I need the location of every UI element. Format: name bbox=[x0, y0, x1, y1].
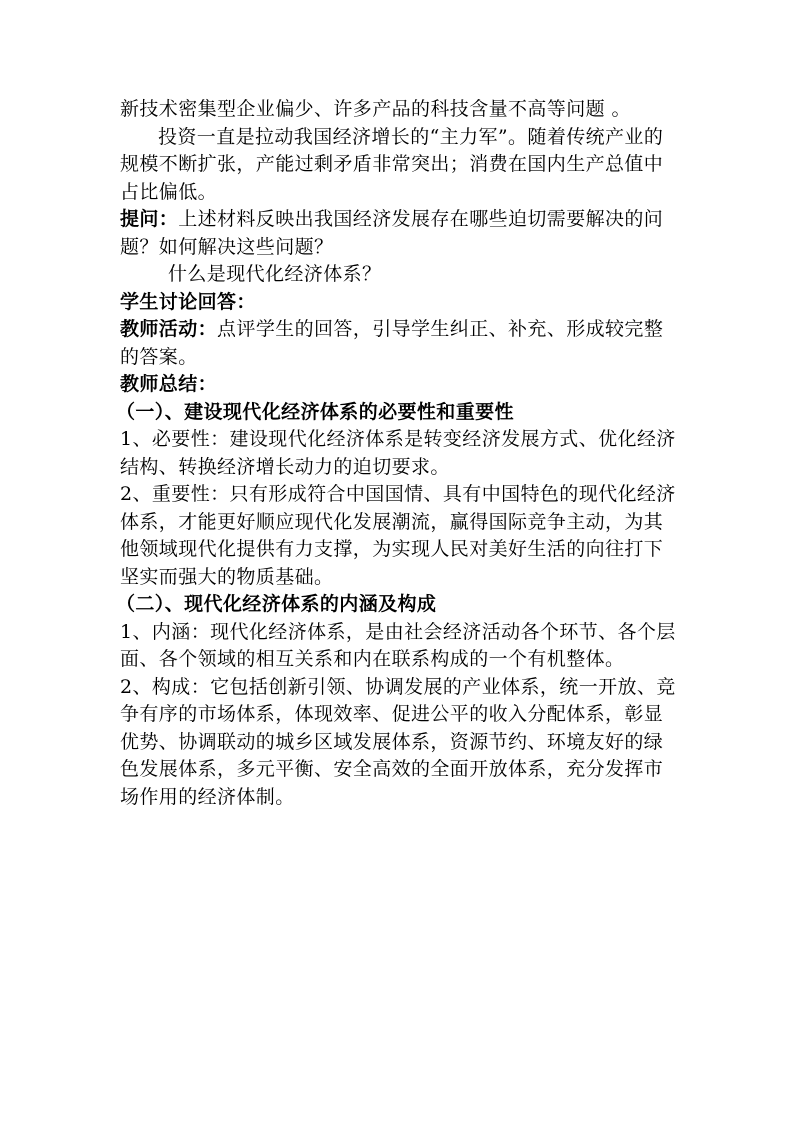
section-heading-1: （一）、建设现代化经济体系的必要性和重要性 bbox=[116, 400, 514, 423]
paragraph-tech-issue: 新技术密集型企业偏少、许多产品的科技含量不高等问题 。 bbox=[120, 98, 631, 120]
question-text: 上述材料反映出我国经济发展存在哪些迫切需要解决的问题？如何解决这些问题？ bbox=[120, 208, 664, 258]
teacher-summary-label: 教师总结： bbox=[120, 373, 218, 395]
paragraph-investment: 投资一直是拉动我国经济增长的“主力军”。随着传统产业的规模不断扩张，产能过剩矛盾非常突出；消费在国内生产总值中占比偏低。 bbox=[120, 125, 664, 203]
teacher-activity-text: 点评学生的回答，引导学生纠正、补充、形成较完整的答案。 bbox=[120, 318, 664, 368]
section1-necessity: 1、必要性：建设现代化经济体系是转变经济发展方式、优化经济结构、转换经济增长动力的迫切要求。 bbox=[120, 428, 676, 478]
paragraph-question bbox=[120, 206, 680, 261]
section2-composition: 2、构成：它包括创新引领、协调发展的产业体系，统一开放、竞争有序的市场体系，体现效率、促进公平的收入分配体系，彰显优势、协调联动的城乡区域发展体系，资源节约、环境友好的绿色发展体系，多元平衡、安全高效的全面开放体系，充分发挥市场作用的经济体制。 bbox=[120, 675, 676, 808]
paragraph-teacher-activity bbox=[120, 316, 680, 371]
teacher-activity-label: 教师活动： bbox=[120, 318, 218, 340]
document-body bbox=[116, 96, 680, 811]
section2-connotation: 1、内涵：现代化经济体系，是由社会经济活动各个环节、各个层面、各个领域的相互关系和内在联系构成的一个有机整体。 bbox=[120, 620, 676, 670]
section1-importance: 2、重要性：只有形成符合中国国情、具有中国特色的现代化经济体系，才能更好顺应现代化发展潮流，赢得国际竞争主动，为其他领域现代化提供有力支撑，为实现人民对美好生活的向往打下坚实而强大的物质基础。 bbox=[120, 483, 676, 588]
section-heading-2: （二）、现代化经济体系的内涵及构成 bbox=[116, 593, 437, 615]
paragraph-what-is-modern-economy: 什么是现代化经济体系？ bbox=[168, 263, 382, 285]
student-discussion-label: 学生讨论回答： bbox=[120, 290, 256, 313]
question-label: 提问： bbox=[120, 208, 179, 230]
